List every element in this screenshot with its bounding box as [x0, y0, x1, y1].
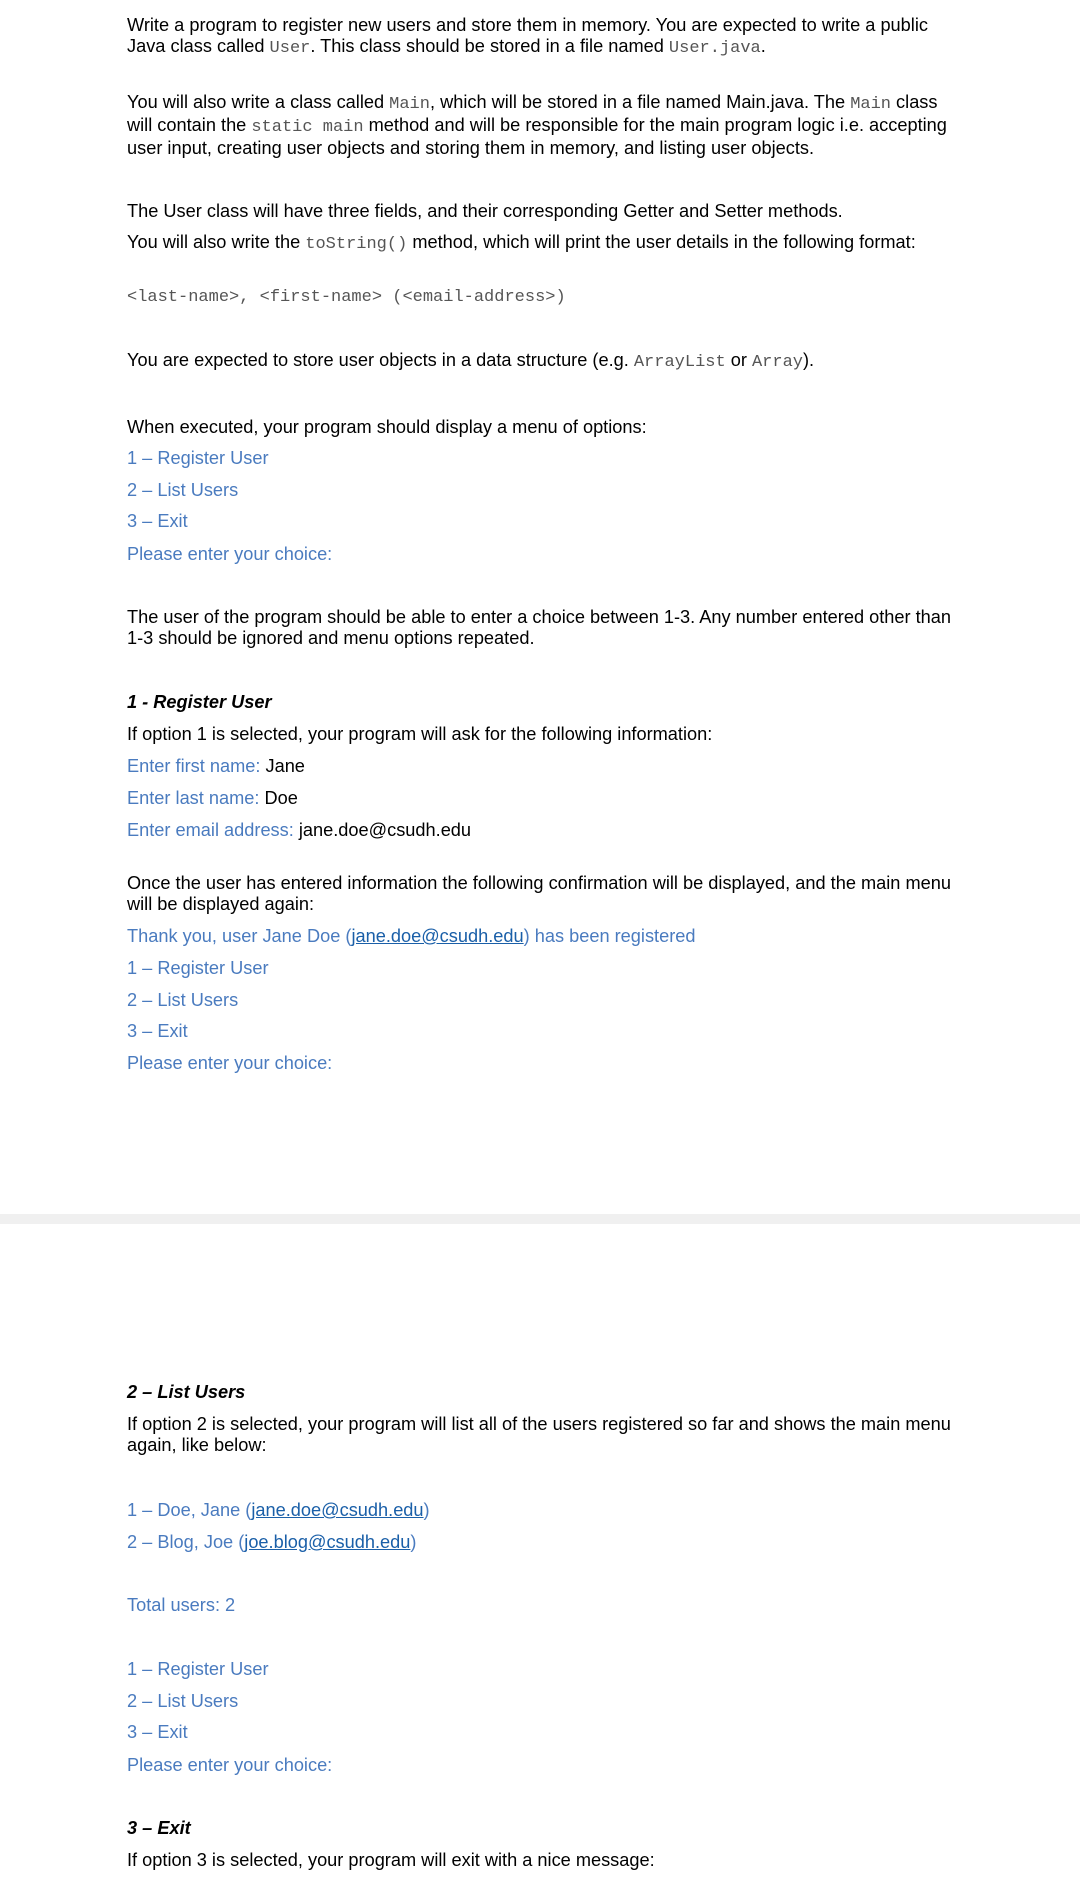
prompt-label: Enter email address:	[127, 820, 299, 840]
menu-prompt: Please enter your choice:	[127, 544, 333, 564]
code-tostring: toString()	[305, 235, 408, 254]
prompt-value: Jane	[265, 756, 305, 776]
intro-paragraph-1	[127, 15, 962, 59]
text: .	[760, 36, 766, 56]
register-intro: If option 1 is selected, your program will ask for the following information:	[127, 724, 713, 744]
code-arraylist: ArrayList	[633, 353, 726, 372]
code-array: Array	[751, 353, 803, 372]
intro-paragraph-3: The User class will have three fields, and their corresponding Getter and Setter methods.	[127, 201, 843, 221]
document-page-2	[0, 1224, 1080, 1897]
email-link[interactable]: joe.blog@csudh.edu	[244, 1532, 411, 1552]
code-main: Main	[389, 95, 430, 114]
email-link[interactable]: jane.doe@csudh.edu	[351, 926, 524, 946]
text: 2 – Blog, Joe (	[127, 1532, 245, 1552]
intro-paragraph-5	[127, 350, 962, 373]
text: . This class should be stored in a file named	[310, 36, 669, 56]
menu-option-2: 2 – List Users	[127, 1691, 239, 1711]
menu-prompt: Please enter your choice:	[127, 1755, 333, 1775]
text: method and will be responsible for the main program logic i.e. accepting user input, creating user objects and storing them in memory, and listing user objects.	[127, 115, 947, 158]
text: ) has been registered	[523, 926, 696, 946]
code-user: User	[269, 39, 311, 58]
intro-paragraph-2	[127, 92, 962, 159]
total-users: Total users: 2	[127, 1595, 236, 1615]
register-after: Once the user has entered information the following confirmation will be displayed, and the main menu will be displayed again:	[127, 873, 951, 914]
intro-paragraph-6: When executed, your program should display a menu of options:	[127, 417, 647, 437]
text: class will contain the	[127, 92, 938, 135]
list-intro: If option 2 is selected, your program will list all of the users registered so far and shows the main menu again, like below:	[127, 1414, 951, 1455]
code-static-main: static main	[251, 118, 364, 137]
exit-intro: If option 3 is selected, your program will exit with a nice message:	[127, 1850, 655, 1870]
text: You will also write a class called	[127, 92, 390, 112]
prompt-last-name	[127, 788, 962, 809]
code-user-java: User.java	[668, 39, 761, 58]
text: Thank you, user Jane Doe (	[127, 926, 352, 946]
menu-option-1: 1 – Register User	[127, 958, 269, 978]
prompt-label: Enter last name:	[127, 788, 265, 808]
text: )	[410, 1532, 417, 1552]
prompt-label: Enter first name:	[127, 756, 266, 776]
menu-option-2: 2 – List Users	[127, 480, 239, 500]
text: 1 – Doe, Jane (	[127, 1500, 252, 1520]
menu-option-3: 3 – Exit	[127, 1722, 188, 1742]
prompt-email	[127, 820, 962, 841]
menu-prompt: Please enter your choice:	[127, 1053, 333, 1073]
prompt-value: Doe	[264, 788, 298, 808]
text: , which will be stored in a file named Main.java. The	[429, 92, 851, 112]
text: )	[423, 1500, 430, 1520]
text: Write a program to register new users and store them in memory. You are expected to write a public Java class called	[127, 15, 928, 56]
exit-heading: 3 – Exit	[127, 1818, 191, 1838]
register-confirmation	[127, 926, 962, 947]
prompt-first-name	[127, 756, 962, 777]
text: You are expected to store user objects in a data structure (e.g.	[127, 350, 634, 370]
page-separator	[0, 1214, 1080, 1224]
text: You will also write the	[127, 232, 306, 252]
prompt-value: jane.doe@csudh.edu	[298, 820, 472, 840]
menu-option-3: 3 – Exit	[127, 511, 188, 531]
menu-option-2: 2 – List Users	[127, 990, 239, 1010]
list-user-2	[127, 1532, 962, 1553]
list-user-1	[127, 1500, 962, 1521]
list-heading: 2 – List Users	[127, 1382, 246, 1402]
intro-paragraph-4	[127, 232, 962, 255]
code-main: Main	[850, 95, 891, 114]
text: or	[725, 350, 752, 370]
choice-note: The user of the program should be able to enter a choice between 1-3. Any number entered other than 1-3 should be ignored and menu options repeated.	[127, 607, 952, 648]
format-line: <last-name>, <first-name> (<email-address>)	[127, 288, 566, 307]
email-link[interactable]: jane.doe@csudh.edu	[251, 1500, 424, 1520]
register-heading: 1 - Register User	[127, 692, 272, 712]
menu-option-1: 1 – Register User	[127, 448, 269, 468]
menu-option-3: 3 – Exit	[127, 1021, 188, 1041]
text: ).	[802, 350, 815, 370]
text: method, which will print the user details in the following format:	[407, 232, 916, 252]
menu-option-1: 1 – Register User	[127, 1659, 269, 1679]
